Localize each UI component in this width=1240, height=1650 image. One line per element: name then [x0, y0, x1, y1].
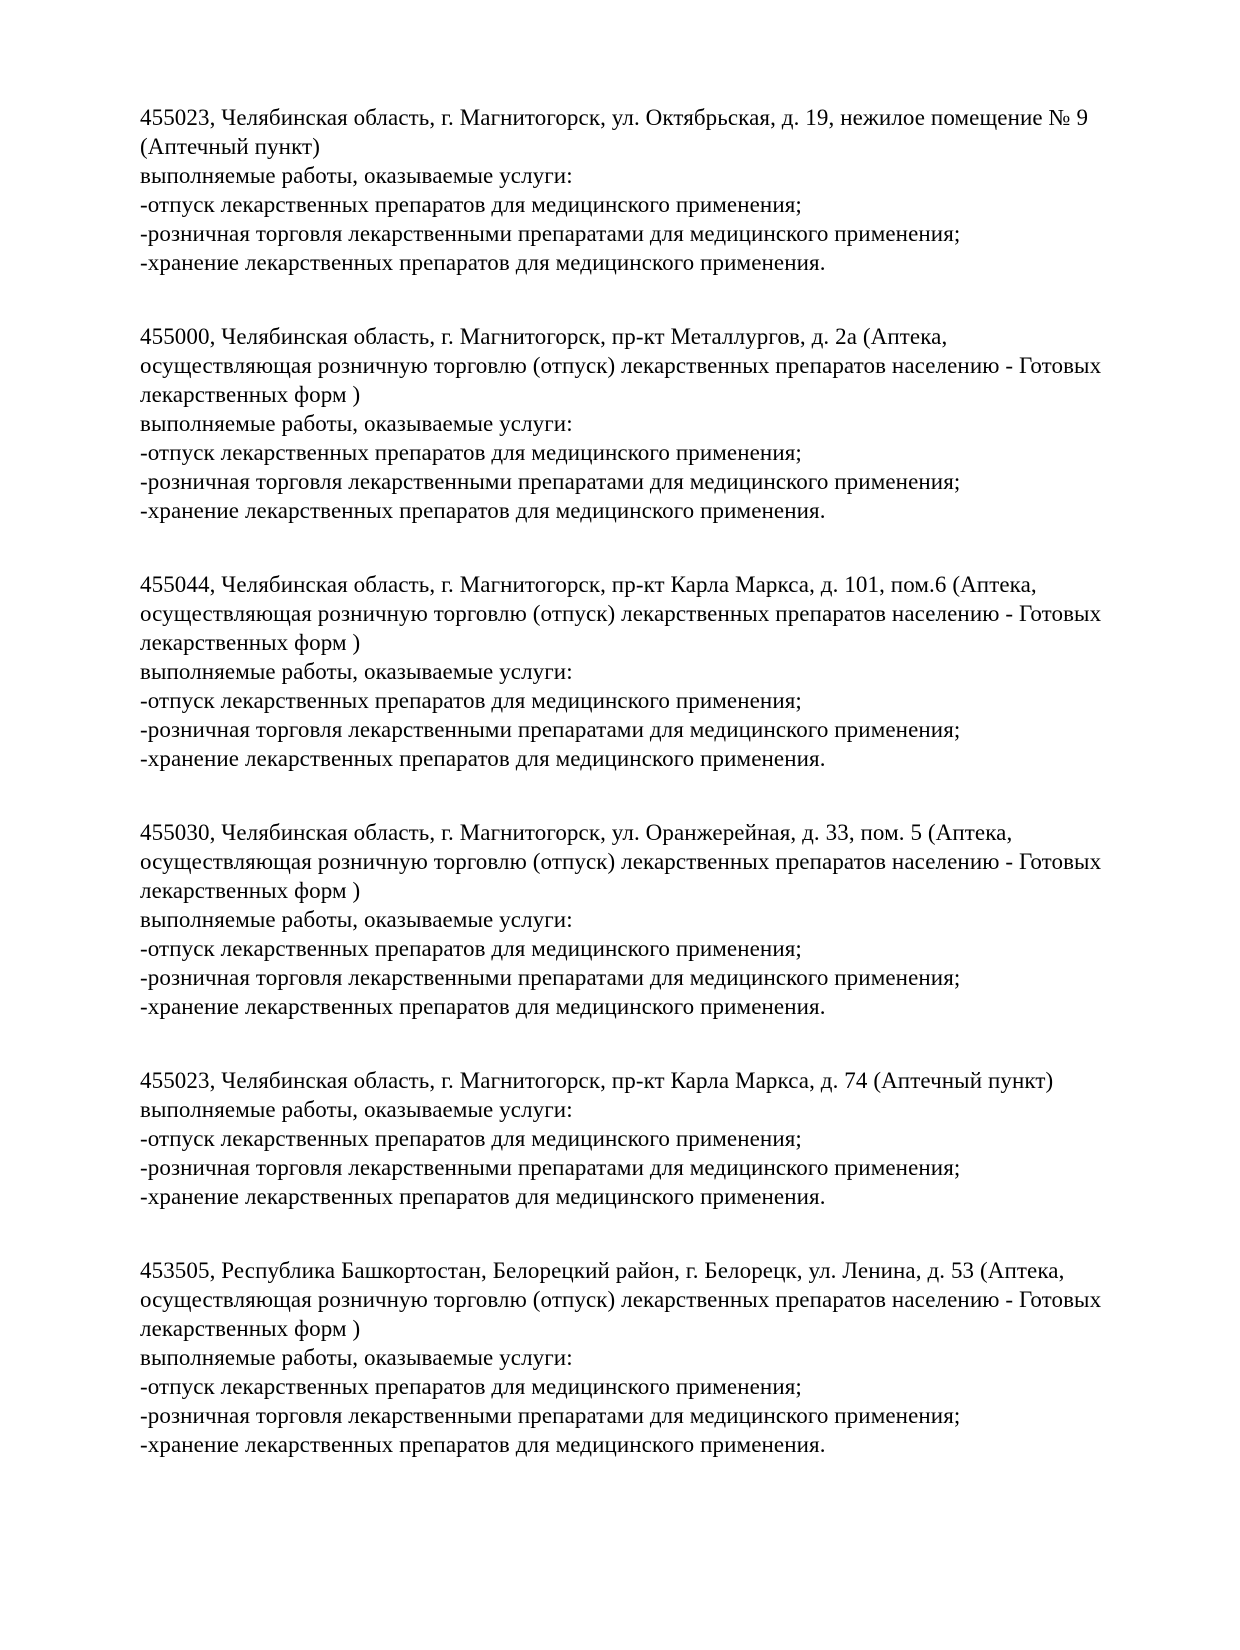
- service-item: -хранение лекарственных препаратов для медицинского применения.: [140, 746, 826, 771]
- license-entry: [140, 570, 1130, 773]
- works-header: выполняемые работы, оказываемые услуги:: [140, 411, 573, 436]
- address-line: 455000, Челябинская область, г. Магнитогорск, пр-кт Металлургов, д. 2а (Аптека,: [140, 324, 948, 349]
- service-item: -отпуск лекарственных препаратов для медицинского применения;: [140, 1126, 802, 1151]
- license-entry: [140, 818, 1130, 1021]
- works-header: выполняемые работы, оказываемые услуги:: [140, 1097, 573, 1122]
- address-line: (Аптечный пункт): [140, 134, 320, 159]
- service-item: -хранение лекарственных препаратов для медицинского применения.: [140, 250, 826, 275]
- license-entry: [140, 103, 1130, 277]
- works-header: выполняемые работы, оказываемые услуги:: [140, 659, 573, 684]
- works-header: выполняемые работы, оказываемые услуги:: [140, 1345, 573, 1370]
- address-line: осуществляющая розничную торговлю (отпуск) лекарственных препаратов населению - Готовых: [140, 601, 1102, 626]
- address-line: 453505, Республика Башкортостан, Белорецкий район, г. Белорецк, ул. Ленина, д. 53 (Аптека,: [140, 1258, 1065, 1283]
- service-item: -хранение лекарственных препаратов для медицинского применения.: [140, 498, 826, 523]
- works-header: выполняемые работы, оказываемые услуги:: [140, 907, 573, 932]
- works-header: выполняемые работы, оказываемые услуги:: [140, 163, 573, 188]
- address-line: лекарственных форм ): [140, 1316, 361, 1341]
- address-line: осуществляющая розничную торговлю (отпуск) лекарственных препаратов населению - Готовых: [140, 849, 1102, 874]
- service-item: -розничная торговля лекарственными препаратами для медицинского применения;: [140, 469, 961, 494]
- service-item: -розничная торговля лекарственными препаратами для медицинского применения;: [140, 717, 961, 742]
- service-item: -отпуск лекарственных препаратов для медицинского применения;: [140, 936, 802, 961]
- service-item: -хранение лекарственных препаратов для медицинского применения.: [140, 1184, 826, 1209]
- service-item: -хранение лекарственных препаратов для медицинского применения.: [140, 994, 826, 1019]
- license-entry: [140, 1066, 1130, 1211]
- service-item: -розничная торговля лекарственными препаратами для медицинского применения;: [140, 221, 961, 246]
- address-line: 455023, Челябинская область, г. Магнитогорск, пр-кт Карла Маркса, д. 74 (Аптечный пункт): [140, 1068, 1054, 1093]
- service-item: -розничная торговля лекарственными препаратами для медицинского применения;: [140, 965, 961, 990]
- address-line: 455044, Челябинская область, г. Магнитогорск, пр-кт Карла Маркса, д. 101, пом.6 (Аптека,: [140, 572, 1037, 597]
- service-item: -розничная торговля лекарственными препаратами для медицинского применения;: [140, 1403, 961, 1428]
- address-line: лекарственных форм ): [140, 878, 361, 903]
- address-line: осуществляющая розничную торговлю (отпуск) лекарственных препаратов населению - Готовых: [140, 353, 1102, 378]
- address-line: осуществляющая розничную торговлю (отпуск) лекарственных препаратов населению - Готовых: [140, 1287, 1102, 1312]
- service-item: -розничная торговля лекарственными препаратами для медицинского применения;: [140, 1155, 961, 1180]
- address-line: лекарственных форм ): [140, 630, 361, 655]
- license-entry: [140, 322, 1130, 525]
- license-entry: [140, 1256, 1130, 1459]
- address-line: лекарственных форм ): [140, 382, 361, 407]
- service-item: -отпуск лекарственных препаратов для медицинского применения;: [140, 192, 802, 217]
- address-line: 455023, Челябинская область, г. Магнитогорск, ул. Октябрьская, д. 19, нежилое помещение № 9: [140, 105, 1089, 130]
- service-item: -отпуск лекарственных препаратов для медицинского применения;: [140, 688, 802, 713]
- service-item: -отпуск лекарственных препаратов для медицинского применения;: [140, 1374, 802, 1399]
- service-item: -отпуск лекарственных препаратов для медицинского применения;: [140, 440, 802, 465]
- address-line: 455030, Челябинская область, г. Магнитогорск, ул. Оранжерейная, д. 33, пом. 5 (Аптека,: [140, 820, 1013, 845]
- service-item: -хранение лекарственных препаратов для медицинского применения.: [140, 1432, 826, 1457]
